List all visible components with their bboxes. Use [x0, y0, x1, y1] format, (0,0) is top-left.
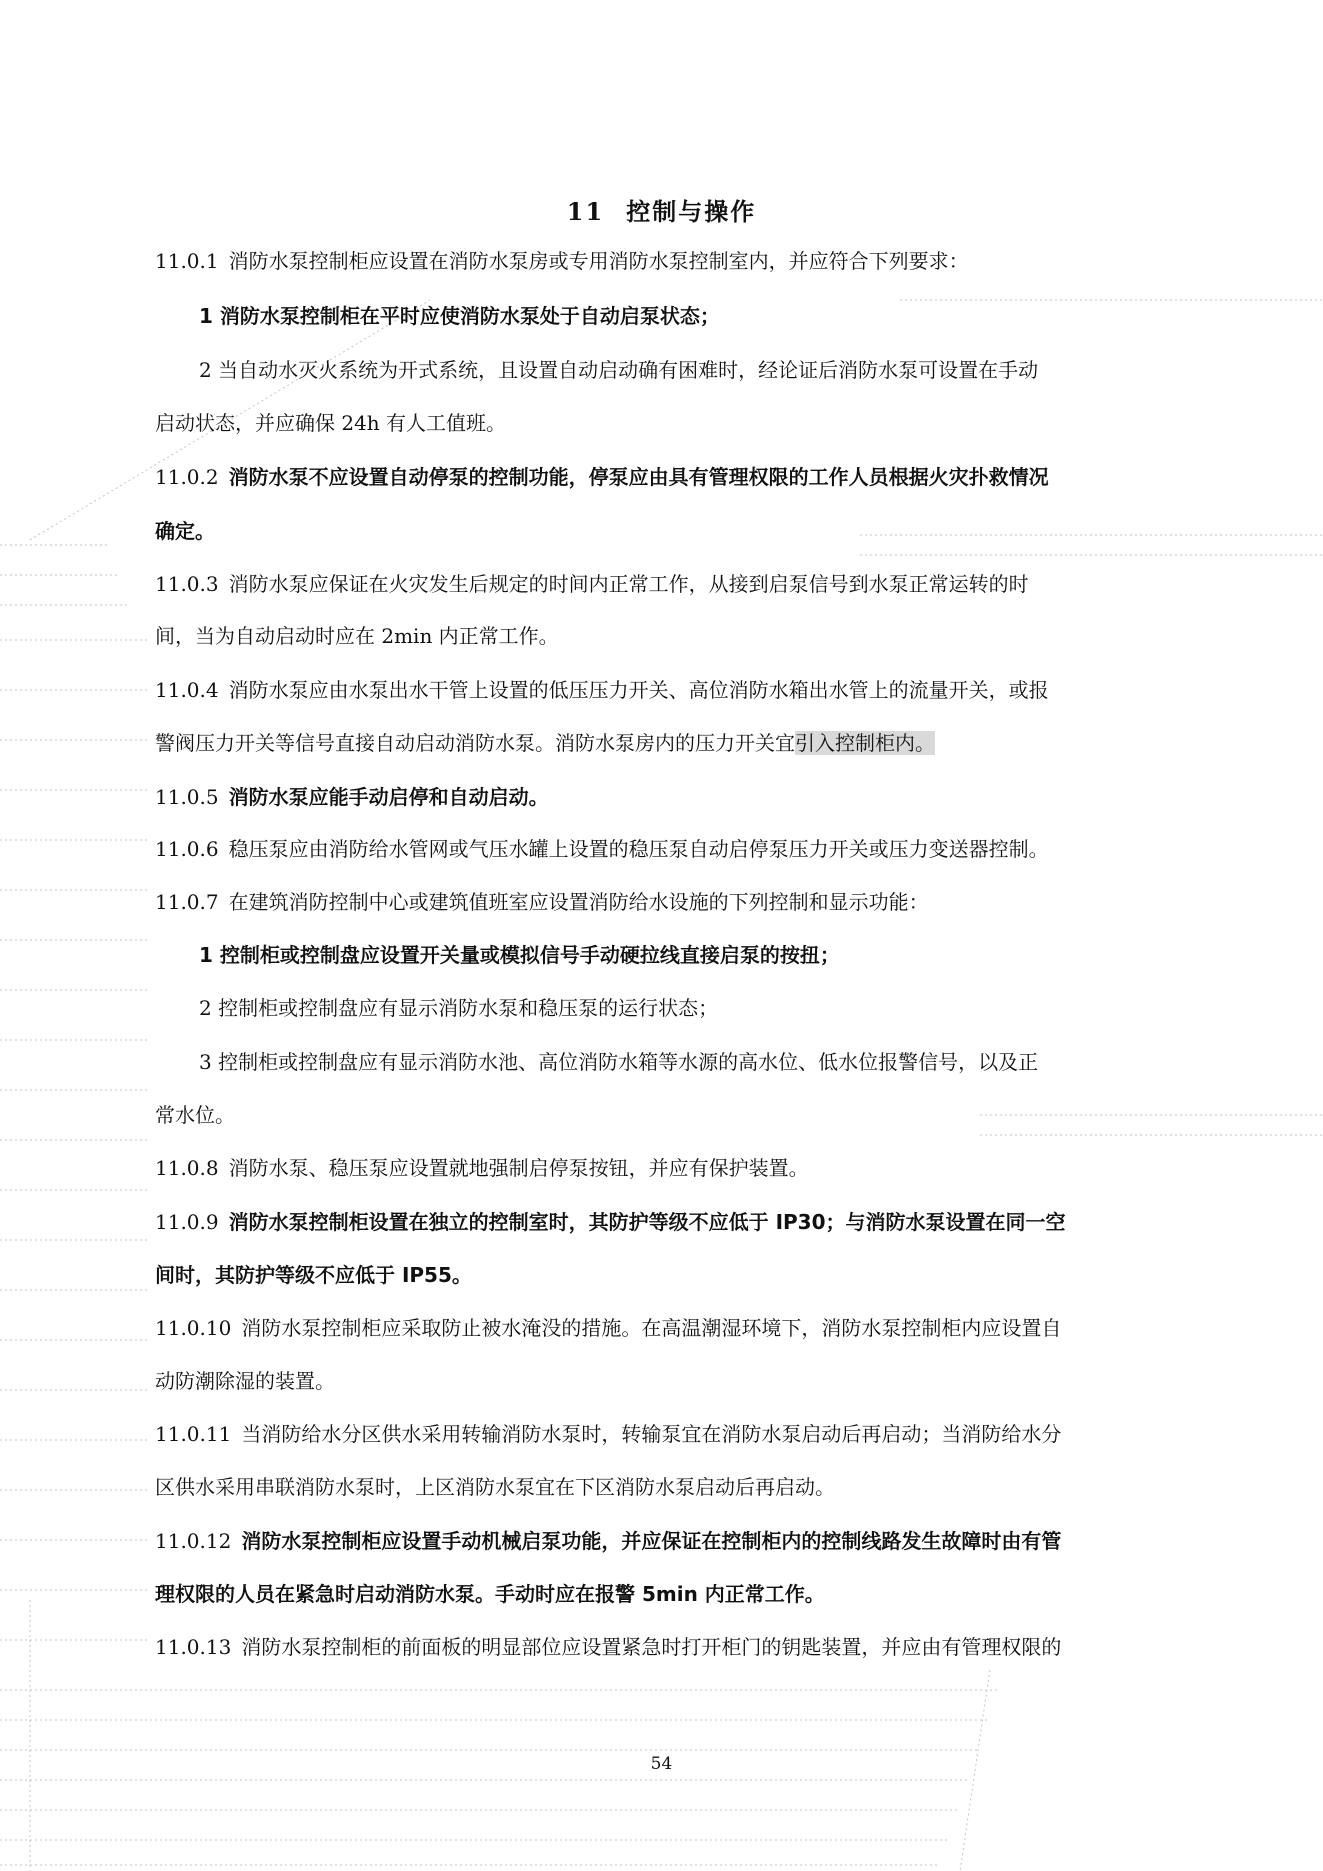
- clause-number: 11.0.6: [155, 837, 219, 861]
- item-text-line2: 启动状态，并应确保 24h 有人工值班。: [155, 411, 507, 435]
- clause-11-0-1-item-2: [199, 356, 1239, 384]
- clause-text-line2: 动防潮除湿的装置。: [155, 1369, 335, 1393]
- clause-number: 11.0.12: [155, 1529, 232, 1553]
- clause-11-0-9-cont: [155, 1261, 1195, 1289]
- clause-11-0-3: [155, 570, 1195, 598]
- clause-text: 消防水泵应能手动启停和自动启动。: [228, 785, 549, 809]
- item-text-line2: 常水位。: [155, 1103, 235, 1127]
- clause-11-0-10: [155, 1314, 1195, 1342]
- chapter-title: [0, 192, 1323, 227]
- item-text: 消防水泵控制柜在平时应使消防水泵处于自动启泵状态；: [219, 304, 720, 328]
- clause-11-0-1-item-2-cont: [155, 409, 1195, 437]
- chapter-number: 11: [566, 197, 605, 226]
- clause-11-0-9: [155, 1208, 1195, 1236]
- clause-number: 11.0.11: [155, 1422, 232, 1446]
- item-text: 控制柜或控制盘应设置开关量或模拟信号手动硬拉线直接启泵的按扭；: [219, 943, 840, 967]
- clause-text-line1: 消防水泵不应设置自动停泵的控制功能，停泵应由具有管理权限的工作人员根据火灾扑救情况: [228, 465, 1049, 489]
- clause-text: 稳压泵应由消防给水管网或气压水罐上设置的稳压泵自动启停泵压力开关或压力变送器控制。: [228, 837, 1049, 861]
- clause-11-0-7: [155, 888, 1195, 916]
- clause-text-line1: 消防水泵控制柜应采取防止被水淹没的措施。在高温潮湿环境下，消防水泵控制柜内应设置自: [241, 1316, 1062, 1340]
- clause-text-line2: 区供水采用串联消防水泵时，上区消防水泵宜在下区消防水泵启动后再启动。: [155, 1475, 835, 1499]
- clause-11-0-8: [155, 1154, 1195, 1182]
- clause-number: 11.0.5: [155, 785, 219, 809]
- clause-text-line2: 理权限的人员在紧急时启动消防水泵。手动时应在报警 5min 内正常工作。: [155, 1582, 825, 1606]
- clause-number: 11.0.8: [155, 1156, 219, 1180]
- chapter-title-text: 控制与操作: [626, 198, 757, 226]
- clause-11-0-11-cont: [155, 1473, 1195, 1501]
- clause-text-line1: 当消防给水分区供水采用转输消防水泵时，转输泵宜在消防水泵启动后再启动；当消防给水分: [241, 1422, 1062, 1446]
- clause-text-line1: 消防水泵应保证在火灾发生后规定的时间内正常工作，从接到启泵信号到水泵正常运转的时: [228, 572, 1029, 596]
- clause-text: 消防水泵控制柜应设置在消防水泵房或专用消防水泵控制室内，并应符合下列要求：: [228, 249, 969, 273]
- item-number: 3: [199, 1050, 212, 1074]
- clause-11-0-7-item-3: [199, 1048, 1239, 1076]
- item-number: 1: [199, 304, 213, 328]
- clause-text-line2: 间时，其防护等级不应低于 IP55。: [155, 1263, 472, 1287]
- clause-number: 11.0.3: [155, 572, 219, 596]
- clause-text-line2: 警阀压力开关等信号直接自动启动消防水泵。消防水泵房内的压力开关宜: [155, 731, 795, 755]
- clause-text-line1: 消防水泵控制柜设置在独立的控制室时，其防护等级不应低于 IP30；与消防水泵设置在同一空: [228, 1210, 1066, 1234]
- clause-11-0-4: [155, 676, 1195, 704]
- clause-11-0-5: [155, 783, 1195, 811]
- clause-11-0-12-cont: [155, 1580, 1195, 1608]
- clause-11-0-1: [155, 247, 1195, 275]
- clause-11-0-11: [155, 1420, 1195, 1448]
- clause-number: 11.0.2: [155, 465, 219, 489]
- clause-text: 消防水泵、稳压泵应设置就地强制启停泵按钮，并应有保护装置。: [228, 1156, 809, 1180]
- clause-number: 11.0.9: [155, 1210, 219, 1234]
- clause-11-0-7-item-3-cont: [155, 1101, 1195, 1129]
- clause-number: 11.0.10: [155, 1316, 232, 1340]
- highlighted-text: 引入控制柜内。: [795, 731, 935, 755]
- item-number: 1: [199, 943, 213, 967]
- clause-11-0-2-cont: [155, 517, 1195, 545]
- clause-text-line1: 消防水泵应由水泵出水干管上设置的低压压力开关、高位消防水箱出水管上的流量开关，或报: [228, 678, 1049, 702]
- item-text-line1: 控制柜或控制盘应有显示消防水池、高位消防水箱等水源的高水位、低水位报警信号，以及正: [218, 1050, 1039, 1074]
- item-text: 控制柜或控制盘应有显示消防水泵和稳压泵的运行状态；: [218, 996, 719, 1020]
- clause-11-0-6: [155, 835, 1195, 863]
- clause-11-0-1-item-1: [199, 302, 1239, 330]
- page-number: 54: [650, 1754, 673, 1774]
- clause-11-0-3-cont: [155, 622, 1195, 650]
- item-text-line1: 当自动水灭火系统为开式系统，且设置自动启动确有困难时，经论证后消防水泵可设置在手动: [218, 358, 1039, 382]
- clause-11-0-10-cont: [155, 1367, 1195, 1395]
- clause-number: 11.0.13: [155, 1635, 232, 1659]
- clause-number: 11.0.4: [155, 678, 219, 702]
- item-number: 2: [199, 996, 212, 1020]
- clause-text: 在建筑消防控制中心或建筑值班室应设置消防给水设施的下列控制和显示功能：: [228, 890, 929, 914]
- clause-11-0-12: [155, 1527, 1195, 1555]
- clause-11-0-13: [155, 1633, 1195, 1661]
- clause-text-line2: 间，当为自动启动时应在 2min 内正常工作。: [155, 624, 559, 648]
- clause-text-line2: 确定。: [155, 519, 215, 543]
- clause-11-0-7-item-2: [199, 994, 1239, 1022]
- clause-text-line1: 消防水泵控制柜应设置手动机械启泵功能，并应保证在控制柜内的控制线路发生故障时由有管: [241, 1529, 1062, 1553]
- clause-text: 消防水泵控制柜的前面板的明显部位应设置紧急时打开柜门的钥匙装置，并应由有管理权限的: [241, 1635, 1062, 1659]
- item-number: 2: [199, 358, 212, 382]
- clause-number: 11.0.7: [155, 890, 219, 914]
- clause-number: 11.0.1: [155, 249, 219, 273]
- clause-11-0-2: [155, 463, 1195, 491]
- clause-11-0-7-item-1: [199, 941, 1239, 969]
- clause-11-0-4-cont: [155, 729, 1195, 757]
